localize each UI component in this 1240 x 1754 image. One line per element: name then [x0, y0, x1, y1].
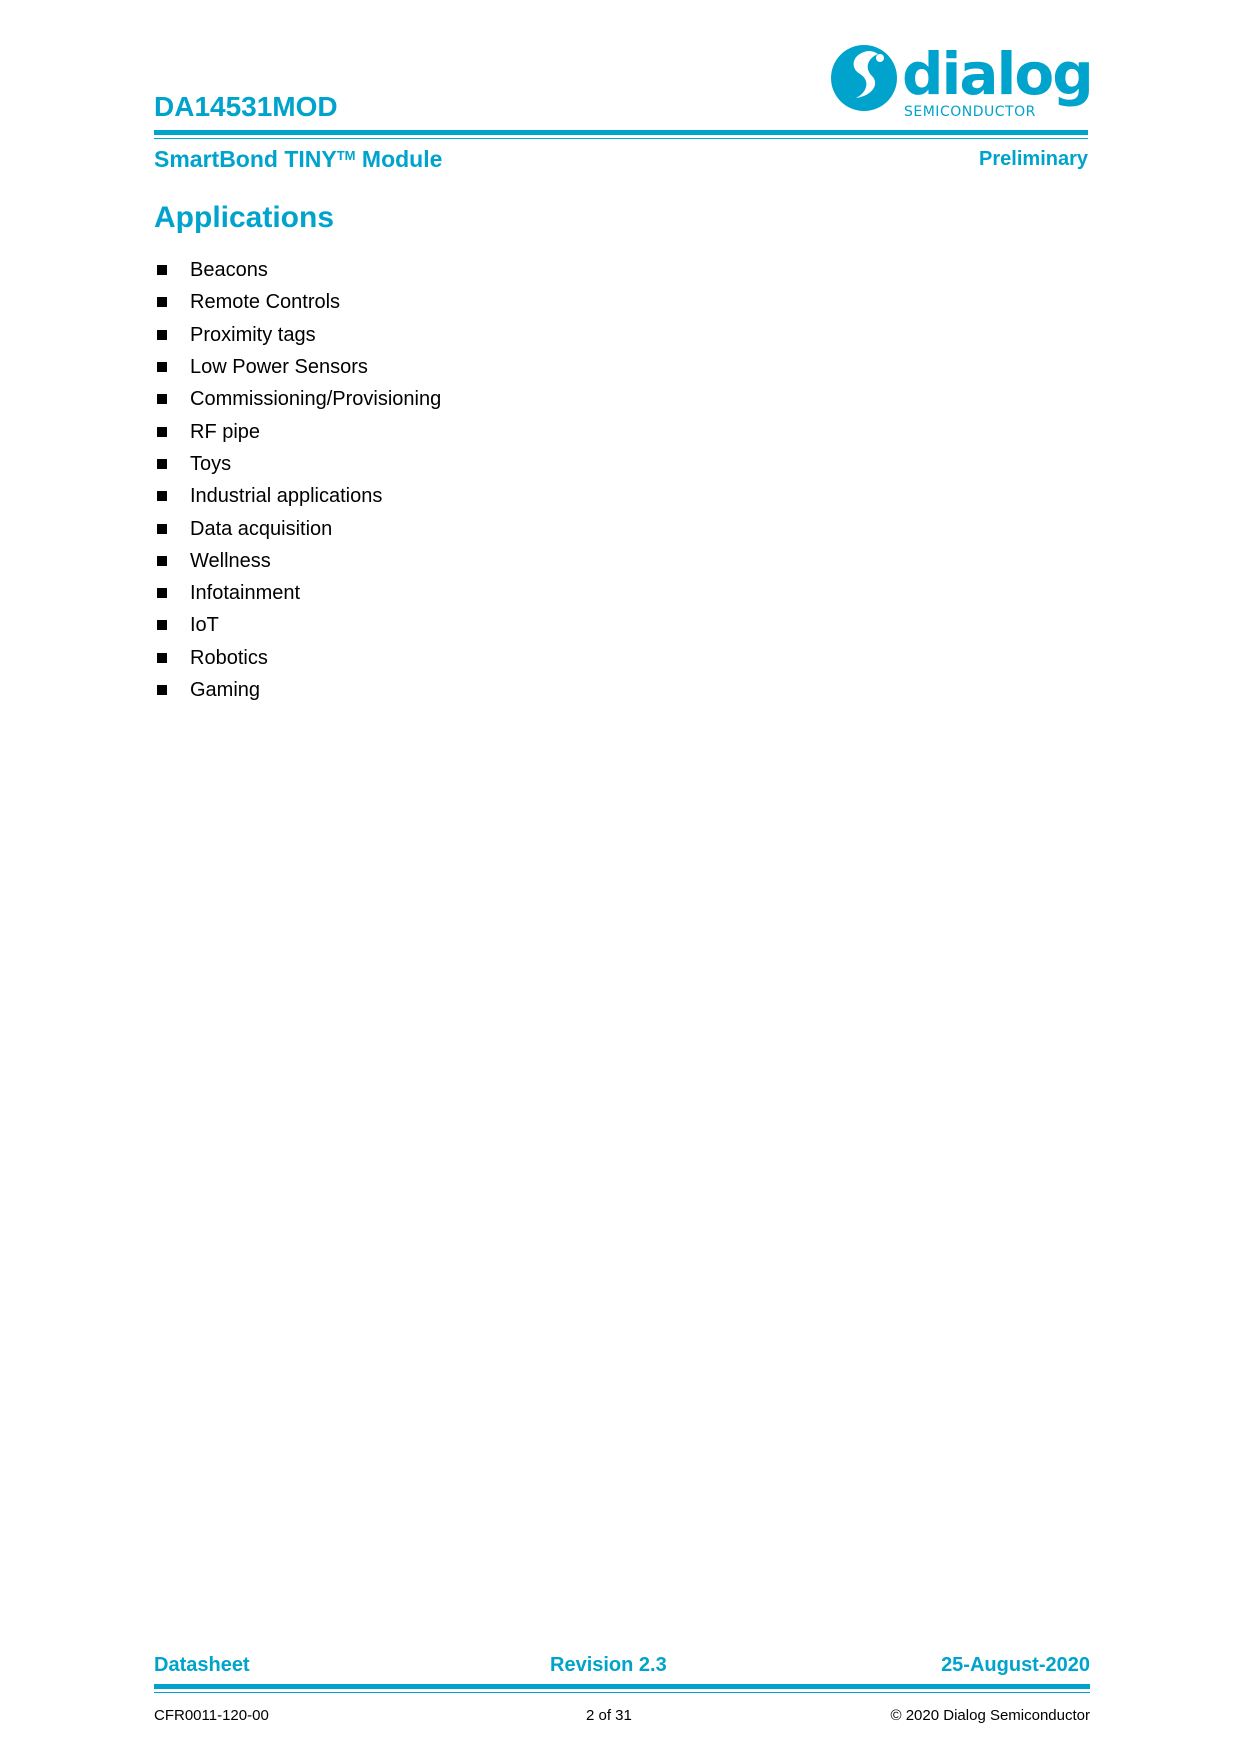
- square-bullet-icon: [157, 265, 167, 275]
- list-item: [154, 351, 441, 383]
- square-bullet-icon: [157, 491, 167, 501]
- footer-info-row: [154, 1652, 1090, 1678]
- footer-revision: Revision 2.3: [550, 1654, 667, 1676]
- dialog-logo: [828, 38, 1090, 122]
- square-bullet-icon: [157, 620, 167, 630]
- square-bullet-icon: [157, 524, 167, 534]
- status-label: Preliminary: [979, 148, 1088, 170]
- list-item-text: Data acquisition: [190, 517, 333, 540]
- footer-rule-thick: [154, 1684, 1090, 1689]
- applications-list: [154, 254, 441, 706]
- square-bullet-icon: [157, 394, 167, 404]
- list-item-text: RF pipe: [190, 420, 261, 443]
- list-item: [154, 577, 441, 609]
- footer-doc-type: Datasheet: [154, 1654, 250, 1676]
- list-item: [154, 415, 441, 447]
- section-heading-applications: Applications: [154, 201, 335, 234]
- list-item-text: Infotainment: [190, 582, 301, 605]
- list-item-text: Low Power Sensors: [190, 356, 368, 379]
- document-title: DA14531MOD: [154, 91, 338, 122]
- footer-page-number: 2 of 31: [586, 1707, 632, 1724]
- square-bullet-icon: [157, 459, 167, 469]
- list-item-text: Beacons: [190, 259, 268, 282]
- list-item: [154, 254, 441, 286]
- footer-rule-thin: [154, 1692, 1090, 1693]
- document-subtitle: [154, 144, 442, 174]
- list-item: [154, 448, 441, 480]
- list-item-text: IoT: [190, 614, 219, 637]
- logo-tagline: SEMICONDUCTOR: [904, 104, 1036, 120]
- list-item-text: Toys: [190, 452, 232, 475]
- list-item-text: Industrial applications: [190, 485, 383, 508]
- header-rule-thick: [154, 130, 1088, 135]
- square-bullet-icon: [157, 685, 167, 695]
- list-item-text: Wellness: [190, 549, 271, 572]
- footer-copyright: © 2020 Dialog Semiconductor: [890, 1707, 1090, 1724]
- header-rule-thin: [154, 138, 1088, 139]
- footer-doc-code: CFR0011-120-00: [154, 1707, 269, 1724]
- subtitle-main: SmartBond TINY: [154, 146, 337, 172]
- subtitle-tail: Module: [355, 146, 443, 172]
- dialog-logo-icon: [828, 38, 1090, 122]
- list-item: [154, 642, 441, 674]
- logo-wordmark: dialog: [902, 40, 1090, 108]
- footer-meta-row: [154, 1706, 1090, 1726]
- list-item-text: Robotics: [190, 646, 268, 669]
- list-item: [154, 383, 441, 415]
- footer-date: 25-August-2020: [941, 1654, 1090, 1676]
- square-bullet-icon: [157, 427, 167, 437]
- square-bullet-icon: [157, 556, 167, 566]
- list-item: [154, 545, 441, 577]
- list-item-text: Remote Controls: [190, 291, 341, 314]
- list-item-text: Proximity tags: [190, 323, 316, 346]
- list-item: [154, 480, 441, 512]
- list-item: [154, 674, 441, 706]
- list-item: [154, 319, 441, 351]
- list-item-text: Commissioning/Provisioning: [190, 388, 442, 411]
- square-bullet-icon: [157, 653, 167, 663]
- list-item-text: Gaming: [190, 679, 261, 701]
- square-bullet-icon: [157, 362, 167, 372]
- list-item: [154, 609, 441, 641]
- square-bullet-icon: [157, 330, 167, 340]
- trademark-mark: TM: [336, 148, 356, 163]
- list-item: [154, 512, 441, 544]
- square-bullet-icon: [157, 588, 167, 598]
- list-item: [154, 286, 441, 318]
- square-bullet-icon: [157, 297, 167, 307]
